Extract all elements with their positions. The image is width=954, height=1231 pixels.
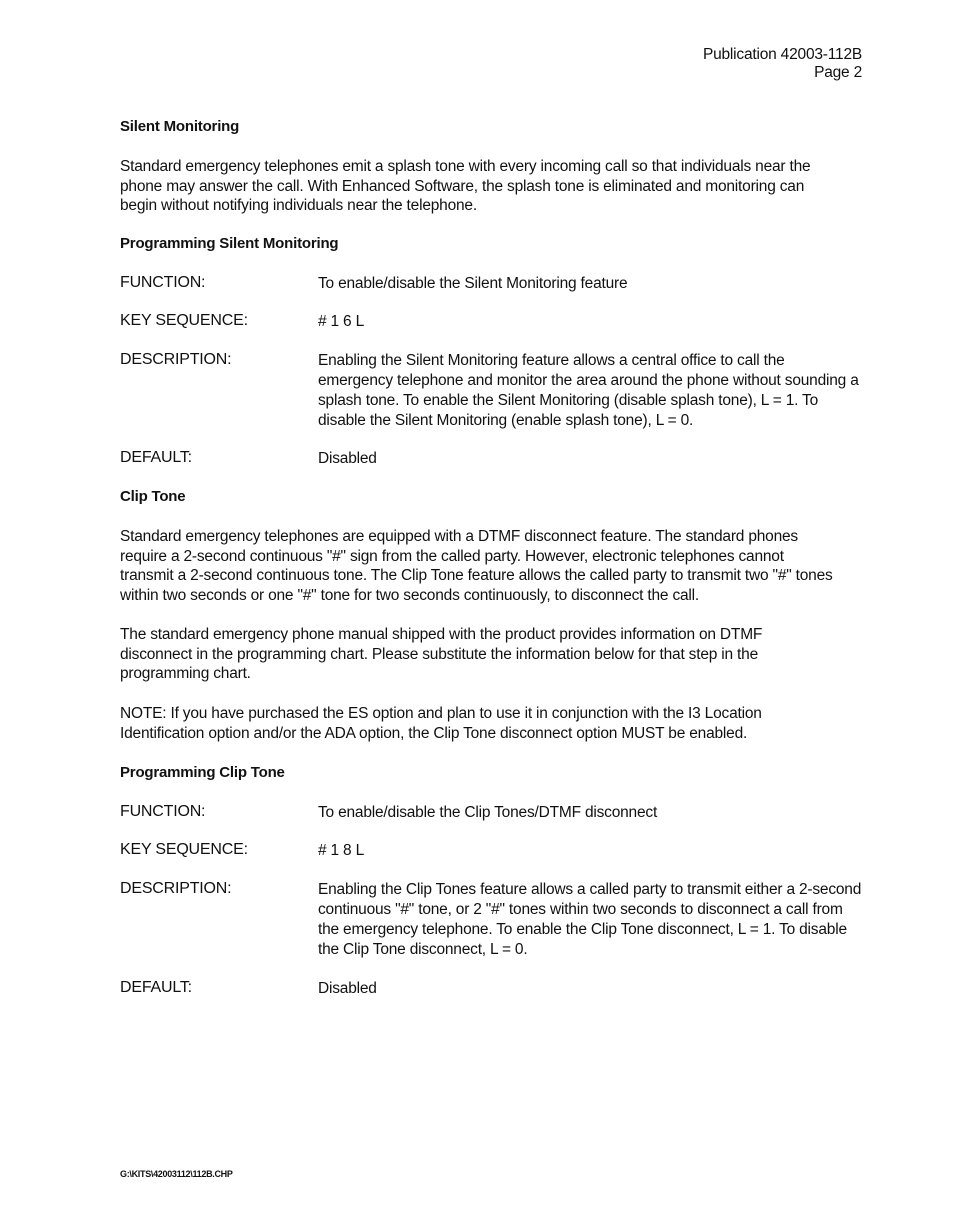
function-value: To enable/disable the Clip Tones/DTMF disconnect [318, 804, 658, 821]
default-label: DEFAULT: [120, 449, 192, 466]
key-sequence-value: # 1 8 L [318, 842, 365, 859]
description-value: Enabling the Clip Tones feature allows a called party to transmit either a 2-second continuous "#" tone, or 2 "#" tones within two seconds to disconnect a call from the emergency telephone. To enable the Clip Tone disconnect, L = 1. To disable the Clip Tone disconnect, L = 0. [318, 881, 862, 958]
subheading-programming-silent-monitoring: Programming Silent Monitoring [120, 235, 339, 252]
silent-monitoring-paragraph: Standard emergency telephones emit a splash tone with every incoming call so that individuals near the phone may answer the call. With Enhanced Software, the splash tone is eliminated and monitoring can begin without notifying individuals near the telephone. [120, 158, 811, 214]
page-number: Page 2 [814, 64, 862, 81]
key-sequence-label: KEY SEQUENCE: [120, 841, 248, 858]
key-sequence-value: # 1 6 L [318, 313, 365, 330]
section-heading-silent-monitoring: Silent Monitoring [120, 118, 240, 135]
clip-tone-paragraph-1: Standard emergency telephones are equipped with a DTMF disconnect feature. The standard phones require a 2-second continuous "#" sign from the called party. However, electronic telephones cannot transmit a 2-second continuous tone. The Clip Tone feature allows the called party to transmit two "#" tones within two seconds or one "#" tone for two seconds continuously, to disconnect the call. [120, 528, 833, 604]
default-value: Disabled [318, 980, 377, 997]
clip-tone-note: NOTE: If you have purchased the ES option and plan to use it in conjunction with the I3 Location Identification option and/or the ADA option, the Clip Tone disconnect option MUST be enabled. [120, 705, 762, 742]
description-label: DESCRIPTION: [120, 880, 232, 897]
function-value: To enable/disable the Silent Monitoring feature [318, 275, 628, 292]
key-sequence-label: KEY SEQUENCE: [120, 312, 248, 329]
function-label: FUNCTION: [120, 274, 206, 291]
section-heading-clip-tone: Clip Tone [120, 488, 186, 505]
publication-number: Publication 42003-112B [702, 46, 862, 63]
function-label: FUNCTION: [120, 803, 206, 820]
description-label: DESCRIPTION: [120, 351, 232, 368]
default-label: DEFAULT: [120, 979, 192, 996]
description-value: Enabling the Silent Monitoring feature allows a central office to call the emergency telephone and monitor the area around the phone without sounding a splash tone. To enable the Silent Monitoring (disable splash tone), L = 1. To disable the Silent Monitoring (enable splash tone), L = 0. [318, 352, 859, 429]
subheading-programming-clip-tone: Programming Clip Tone [120, 764, 285, 781]
page-header [703, 46, 862, 82]
clip-tone-paragraph-2: The standard emergency phone manual shipped with the product provides information on DTMF disconnect in the programming chart. Please substitute the information below for that step in the programming chart. [120, 626, 763, 682]
default-value: Disabled [318, 450, 377, 467]
file-path-footer: G:\KITS\42003112\112B.CHP [120, 1169, 233, 1179]
